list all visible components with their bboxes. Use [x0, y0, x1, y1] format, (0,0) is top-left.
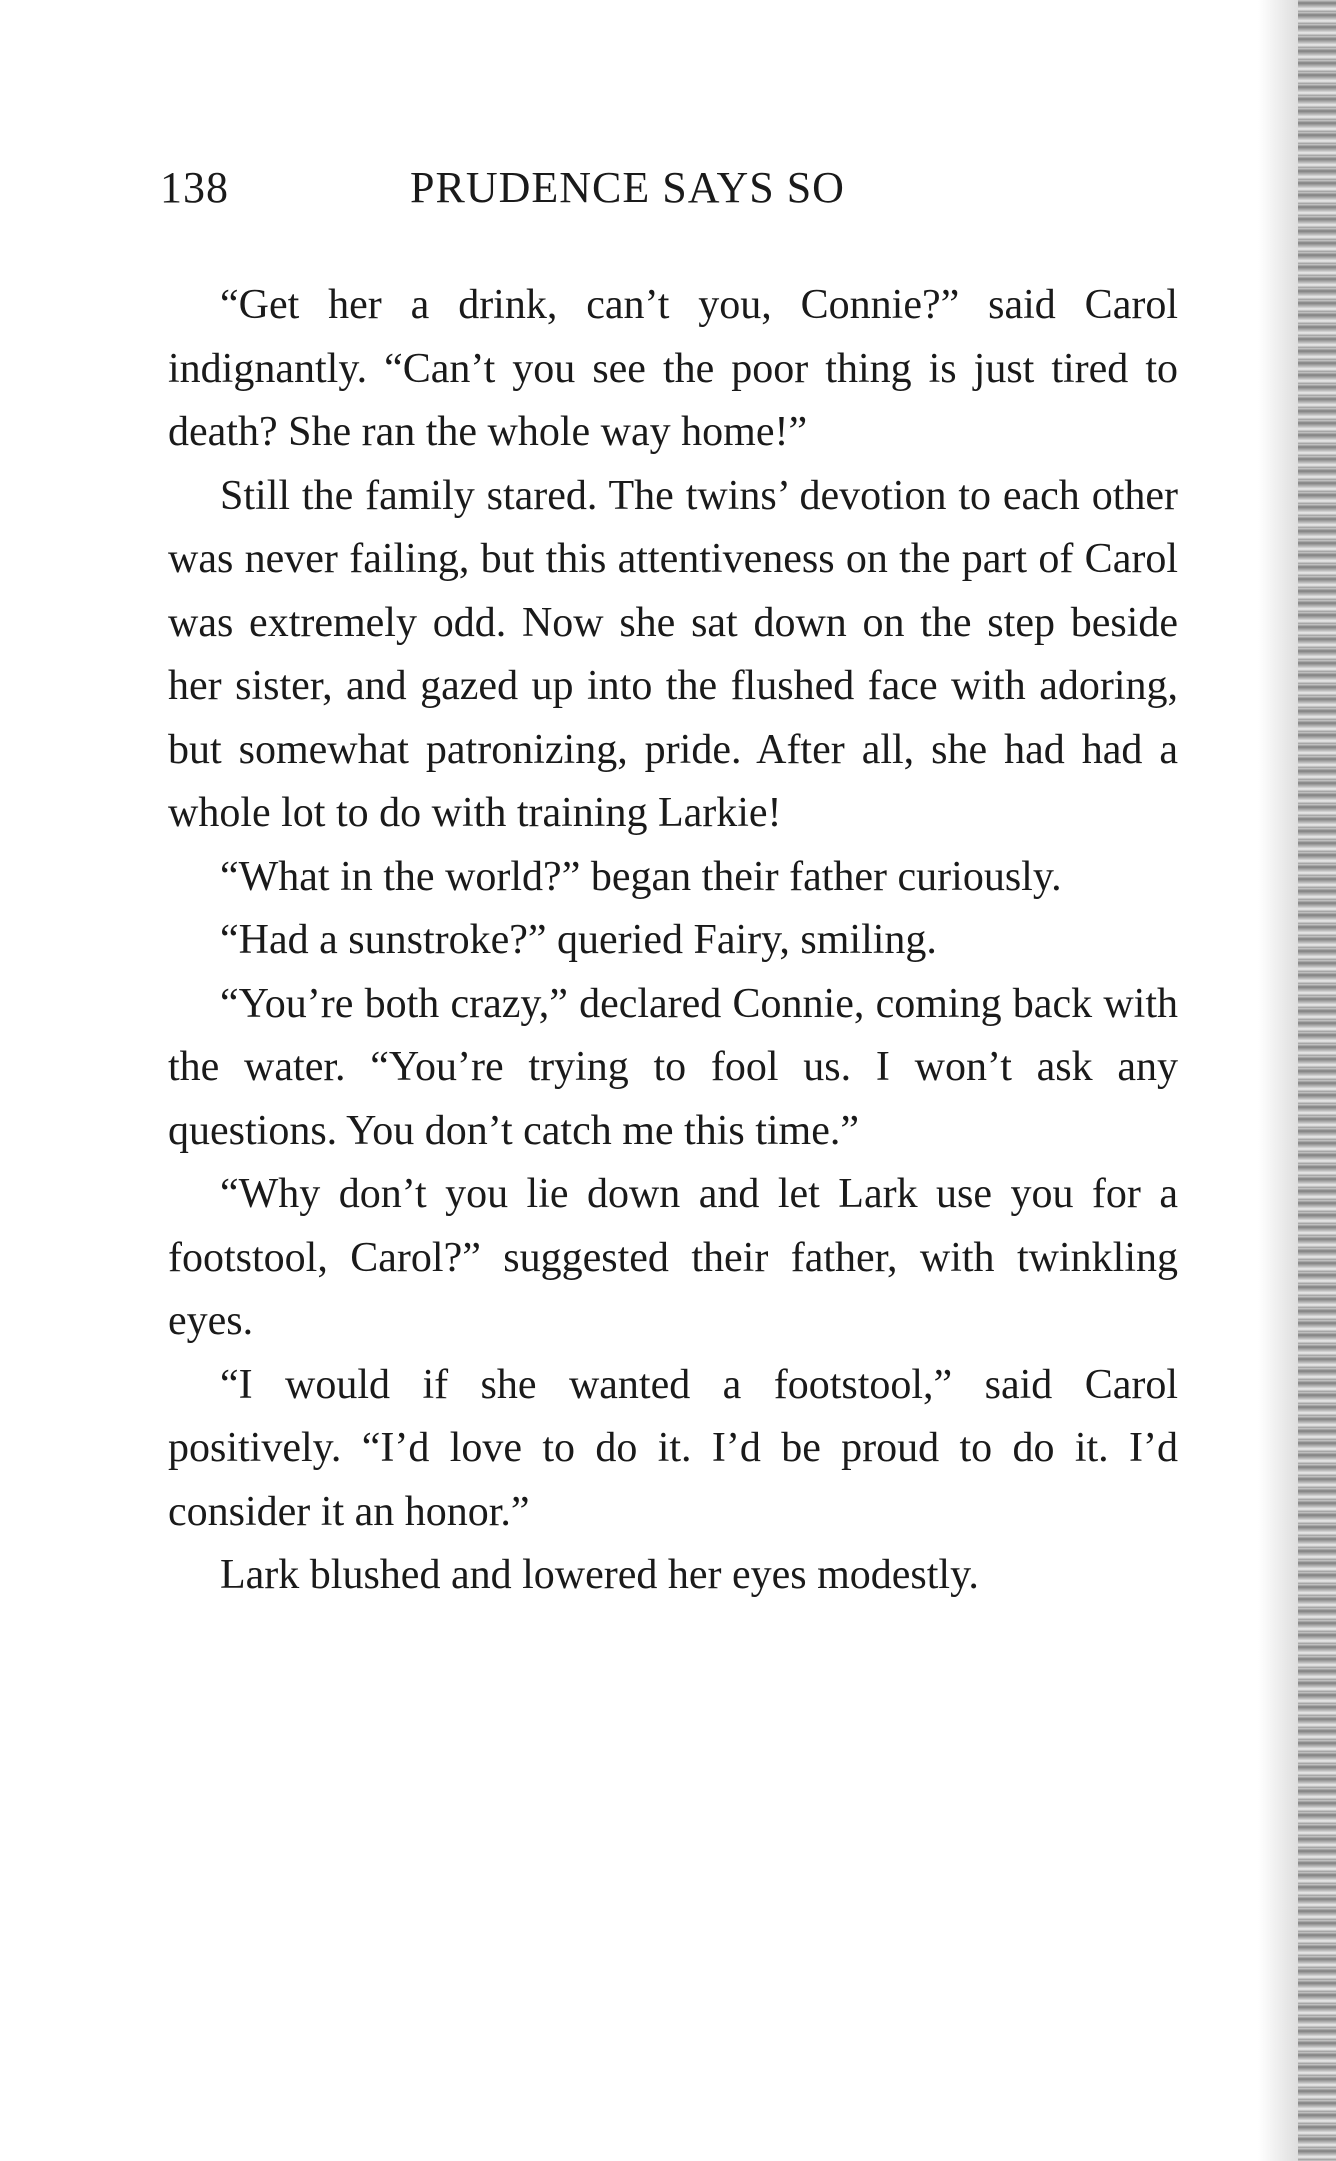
paragraph: “Had a sunstroke?” queried Fairy, smiling.	[220, 917, 937, 963]
paragraph: Still the family stared. The twins’ devotion to each other was never failing, but this attentiveness on the part of Carol was extremely odd. Now she sat down on the step beside her sister, and gazed up into the flushed face with adoring, but somewhat patronizing, pride. After all, she had had a whole lot to do with training Larkie!	[168, 472, 1178, 836]
running-header	[160, 158, 930, 218]
paragraph: “Why don’t you lie down and let Lark use you for a footstool, Carol?” suggested their father, with twinkling eyes.	[168, 1171, 1178, 1344]
paragraph: “I would if she wanted a footstool,” said Carol positively. “I’d love to do it. I’d be proud to do it. I’d consider it an honor.”	[168, 1361, 1178, 1535]
page-number: 138	[160, 163, 229, 212]
paragraph: “What in the world?” began their father curiously.	[220, 853, 1062, 900]
paragraph: “Get her a drink, can’t you, Connie?” said Carol indignantly. “Can’t you see the poor thing is just tired to death? She ran the whole way home!”	[168, 282, 1178, 455]
body-text	[168, 274, 1178, 1608]
paragraph: “You’re both crazy,” declared Connie, coming back with the water. “You’re trying to fool us. I won’t ask any questions. You don’t catch me this time.”	[168, 980, 1178, 1154]
page-shadow	[1258, 0, 1298, 2161]
paragraph: Lark blushed and lowered her eyes modestly.	[220, 1552, 979, 1598]
book-spine-edge	[1298, 0, 1336, 2161]
running-title: PRUDENCE SAYS SO	[410, 163, 845, 212]
